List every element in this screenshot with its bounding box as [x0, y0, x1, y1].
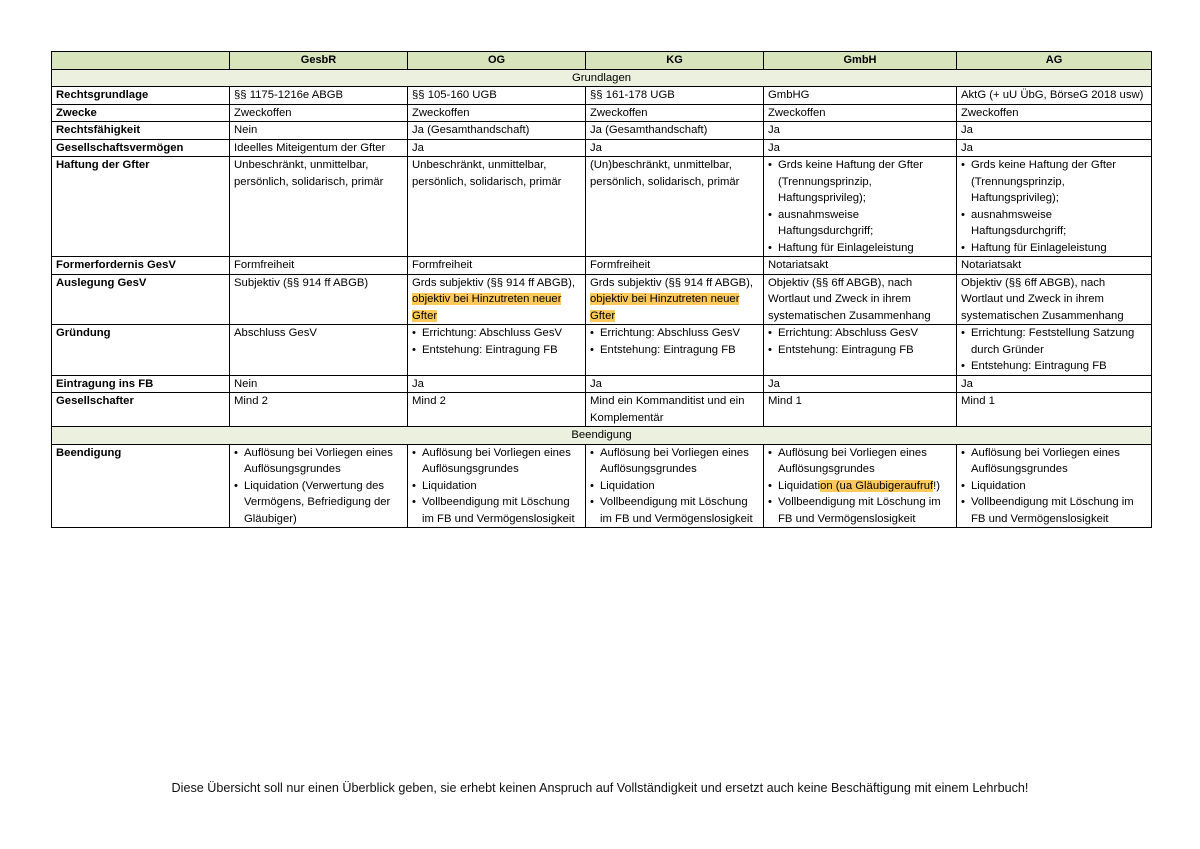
table-body: [52, 69, 1152, 528]
table-cell: [957, 122, 1152, 140]
cell-text: Ja: [412, 377, 424, 390]
cell-text: §§ 105-160 UGB: [412, 89, 497, 101]
cell-text: (Un)beschränkt, unmittelbar, persönlich, solidarisch, primär: [590, 159, 740, 188]
cell-text: Unbeschränkt, unmittelbar, persönlich, solidarisch, primär: [234, 159, 384, 188]
bullet-item: • ausnahmsweise Haftungsdurchgriff;: [961, 207, 1147, 240]
cell-text: Formfreiheit: [590, 259, 651, 271]
bullet-item: • Vollbeendigung mit Löschung im FB und Vermögenslosigkeit: [590, 494, 759, 527]
bullet-text: !): [933, 479, 941, 492]
bullet-list: [961, 325, 1147, 375]
cell-text: Ja: [590, 377, 602, 390]
table-cell: [586, 139, 764, 157]
table-row: [52, 139, 1152, 157]
cell-text: Ja: [768, 377, 780, 390]
cell-text: Ideelles Miteigentum der Gfter: [234, 141, 386, 154]
cell-text: Ja: [412, 141, 424, 154]
bullet-item: • Errichtung: Abschluss GesV: [412, 325, 581, 342]
table-row: [52, 393, 1152, 427]
cell-text: Zweckoffen: [590, 106, 648, 119]
table-cell: [586, 122, 764, 140]
bullet-item: • Liquidation: [961, 478, 1147, 495]
cell-text: Notariatsakt: [768, 259, 829, 271]
table-cell: [957, 325, 1152, 376]
bullet-item: • Auflösung bei Vorliegen eines Auflösungsgrundes: [961, 445, 1147, 478]
row-label: Rechtsgrundlage: [52, 87, 230, 105]
table-cell: [764, 274, 957, 325]
bullet-item: • Liquidation (Verwertung des Vermögens, Befriedigung der Gläubiger): [234, 478, 403, 528]
table-cell: [408, 104, 586, 122]
cell-text: Objektiv (§§ 6ff ABGB), nach Wortlaut und Zweck in ihrem systematischen Zusammenhang: [961, 276, 1124, 322]
table-cell: [408, 122, 586, 140]
bullet-item: • Vollbeendigung mit Löschung im FB und Vermögenslosigkeit: [768, 494, 952, 527]
cell-text: Nein: [234, 377, 258, 390]
bullet-item: • Liquidation: [412, 478, 581, 495]
cell-text: Zweckoffen: [768, 106, 826, 119]
table-cell: [230, 87, 408, 105]
section-row: [52, 69, 1152, 87]
table-cell: [764, 393, 957, 427]
table-row: [52, 104, 1152, 122]
table-cell: [957, 104, 1152, 122]
bullet-item: • Haftung für Einlageleistung: [768, 240, 952, 257]
bullet-list: [412, 445, 581, 528]
header-cell-gesbr: GesbR: [230, 52, 408, 70]
bullet-item: • Liquidation: [590, 478, 759, 495]
table-row: [52, 122, 1152, 140]
header-cell-corner: [52, 52, 230, 70]
cell-text: Nein: [234, 124, 258, 136]
table-cell: [586, 444, 764, 528]
table-cell: [586, 257, 764, 275]
table-cell: [957, 157, 1152, 257]
bullet-item: • Errichtung: Abschluss GesV: [590, 325, 759, 342]
table-cell: [230, 444, 408, 528]
table-row: [52, 257, 1152, 275]
comparison-table: [51, 51, 1152, 528]
row-label: Gesellschaftsvermögen: [52, 139, 230, 157]
cell-text: Ja: [961, 377, 973, 390]
row-label: Gesellschafter: [52, 393, 230, 427]
table-cell: [586, 274, 764, 325]
table-cell: [764, 157, 957, 257]
table-row: [52, 325, 1152, 376]
table-cell: [230, 375, 408, 393]
table-cell: [408, 257, 586, 275]
table-cell: [957, 139, 1152, 157]
table-row: [52, 375, 1152, 393]
row-label: Rechtsfähigkeit: [52, 122, 230, 140]
bullet-item: • Grds keine Haftung der Gfter (Trennungsprinzip, Haftungsprivileg);: [961, 157, 1147, 207]
cell-text: Ja: [961, 141, 973, 154]
table-row: [52, 87, 1152, 105]
bullet-item: • Errichtung: Abschluss GesV: [768, 325, 952, 342]
row-label: Beendigung: [52, 444, 230, 528]
disclaimer-footer: Diese Übersicht soll nur einen Überblick geben, sie erhebt keinen Anspruch auf Vollständigkeit und ersetzt auch keine Beschäftigung mit einem Lehrbuch!: [171, 781, 1029, 795]
table-cell: [586, 104, 764, 122]
cell-text: Mind 2: [234, 395, 268, 407]
table-cell: [764, 325, 957, 376]
bullet-list: [768, 445, 952, 528]
bullet-item: • Entstehung: Eintragung FB: [412, 342, 581, 359]
table-cell: [408, 444, 586, 528]
bullet-list: [768, 325, 952, 358]
table-cell: [957, 87, 1152, 105]
bullet-item: • ausnahmsweise Haftungsdurchgriff;: [768, 207, 952, 240]
cell-text: Ja: [768, 124, 780, 136]
cell-text: Mind 2: [412, 395, 446, 407]
table-cell: [957, 393, 1152, 427]
header-cell-ag: AG: [957, 52, 1152, 70]
row-label: Auslegung GesV: [52, 274, 230, 325]
table-cell: [957, 375, 1152, 393]
bullet-item: • Auflösung bei Vorliegen eines Auflösungsgrundes: [234, 445, 403, 478]
bullet-item: • Vollbeendigung mit Löschung im FB und Vermögenslosigkeit: [961, 494, 1147, 527]
table-cell: [230, 393, 408, 427]
cell-text: Notariatsakt: [961, 259, 1022, 271]
table-cell: [957, 257, 1152, 275]
table-row: [52, 444, 1152, 528]
table-cell: [230, 122, 408, 140]
bullet-item: • Entstehung: Eintragung FB: [590, 342, 759, 359]
cell-text: Ja: [961, 124, 973, 136]
section-title: Beendigung: [52, 427, 1152, 445]
table-cell: [764, 375, 957, 393]
cell-text: Subjektiv (§§ 914 ff ABGB): [234, 276, 369, 289]
table-cell: [957, 444, 1152, 528]
cell-text: Mind 1: [768, 395, 802, 407]
table-cell: [764, 87, 957, 105]
table-cell: [586, 375, 764, 393]
table-row: [52, 157, 1152, 257]
cell-text: Zweckoffen: [412, 106, 470, 119]
cell-text: Zweckoffen: [961, 106, 1019, 119]
table-row: [52, 274, 1152, 325]
table-cell: [764, 122, 957, 140]
cell-text: Ja: [768, 141, 780, 154]
bullet-list: [412, 325, 581, 358]
table-cell: [764, 139, 957, 157]
cell-text: Grds subjektiv (§§ 914 ff ABGB),: [412, 276, 576, 289]
bullet-list: [590, 445, 759, 528]
cell-text: Zweckoffen: [234, 106, 292, 119]
table-cell: [230, 104, 408, 122]
cell-text: AktG (+ uU ÜbG, BörseG 2018 usw): [961, 89, 1144, 101]
bullet-list: [234, 445, 403, 528]
table-cell: [586, 393, 764, 427]
bullet-item: • Errichtung: Feststellung Satzung durch Gründer: [961, 325, 1147, 358]
table-cell: [586, 325, 764, 376]
table-cell: [764, 444, 957, 528]
cell-text: Mind 1: [961, 395, 995, 407]
row-label: Gründung: [52, 325, 230, 376]
table-cell: [408, 139, 586, 157]
table-cell: [408, 157, 586, 257]
table-cell: [230, 274, 408, 325]
highlighted-text: objektiv bei Hinzutreten neuer Gfter: [412, 293, 562, 322]
bullet-item: • Haftung für Einlageleistung: [961, 240, 1147, 257]
header-row: [52, 52, 1152, 70]
bullet-item: • Auflösung bei Vorliegen eines Auflösungsgrundes: [590, 445, 759, 478]
bullet-item: • Auflösung bei Vorliegen eines Auflösungsgrundes: [768, 445, 952, 478]
bullet-item: • Vollbeendigung mit Löschung im FB und Vermögenslosigkeit: [412, 494, 581, 527]
row-label: Zwecke: [52, 104, 230, 122]
section-row: [52, 427, 1152, 445]
table-cell: [408, 325, 586, 376]
table-cell: [230, 139, 408, 157]
cell-text: GmbHG: [768, 89, 810, 101]
cell-text: Ja (Gesamthandschaft): [412, 124, 530, 136]
table-cell: [586, 87, 764, 105]
table-cell: [230, 325, 408, 376]
table-cell: [957, 274, 1152, 325]
row-label: Eintragung ins FB: [52, 375, 230, 393]
header-cell-kg: KG: [586, 52, 764, 70]
cell-text: Abschluss GesV: [234, 327, 317, 339]
table-cell: [764, 104, 957, 122]
row-label: Formerfordernis GesV: [52, 257, 230, 275]
cell-text: §§ 161-178 UGB: [590, 89, 675, 101]
highlighted-text: objektiv bei Hinzutreten neuer Gfter: [590, 293, 740, 322]
header-cell-gmbh: GmbH: [764, 52, 957, 70]
table-cell: [408, 274, 586, 325]
bullet-item: • Auflösung bei Vorliegen eines Auflösungsgrundes: [412, 445, 581, 478]
cell-text: Unbeschränkt, unmittelbar, persönlich, solidarisch, primär: [412, 159, 562, 188]
cell-text: Formfreiheit: [234, 259, 295, 271]
bullet-list: [961, 157, 1147, 256]
row-label: Haftung der Gfter: [52, 157, 230, 257]
cell-text: Ja: [590, 141, 602, 154]
table-cell: [408, 375, 586, 393]
cell-text: Formfreiheit: [412, 259, 473, 271]
table-cell: [408, 87, 586, 105]
bullet-item: [768, 478, 952, 495]
section-title: Grundlagen: [52, 69, 1152, 87]
bullet-item: • Entstehung: Eintragung FB: [961, 358, 1147, 375]
cell-text: §§ 1175-1216e ABGB: [234, 89, 344, 101]
bullet-text: Liquidati: [778, 479, 821, 492]
cell-text: Objektiv (§§ 6ff ABGB), nach Wortlaut und Zweck in ihrem systematischen Zusammenhang: [768, 276, 931, 322]
bullet-list: [590, 325, 759, 358]
cell-text: Mind ein Kommanditist und ein Komplementär: [590, 395, 745, 424]
header-cell-og: OG: [408, 52, 586, 70]
bullet-list: [961, 445, 1147, 528]
cell-text: Grds subjektiv (§§ 914 ff ABGB),: [590, 276, 754, 289]
bullet-item: • Entstehung: Eintragung FB: [768, 342, 952, 359]
table-cell: [230, 157, 408, 257]
table-cell: [764, 257, 957, 275]
bullet-list: [768, 157, 952, 256]
bullet-item: • Grds keine Haftung der Gfter (Trennungsprinzip, Haftungsprivileg);: [768, 157, 952, 207]
table-cell: [230, 257, 408, 275]
table-cell: [408, 393, 586, 427]
highlighted-text: on (ua Gläubigeraufruf: [820, 479, 934, 492]
cell-text: Ja (Gesamthandschaft): [590, 124, 708, 136]
table-cell: [586, 157, 764, 257]
